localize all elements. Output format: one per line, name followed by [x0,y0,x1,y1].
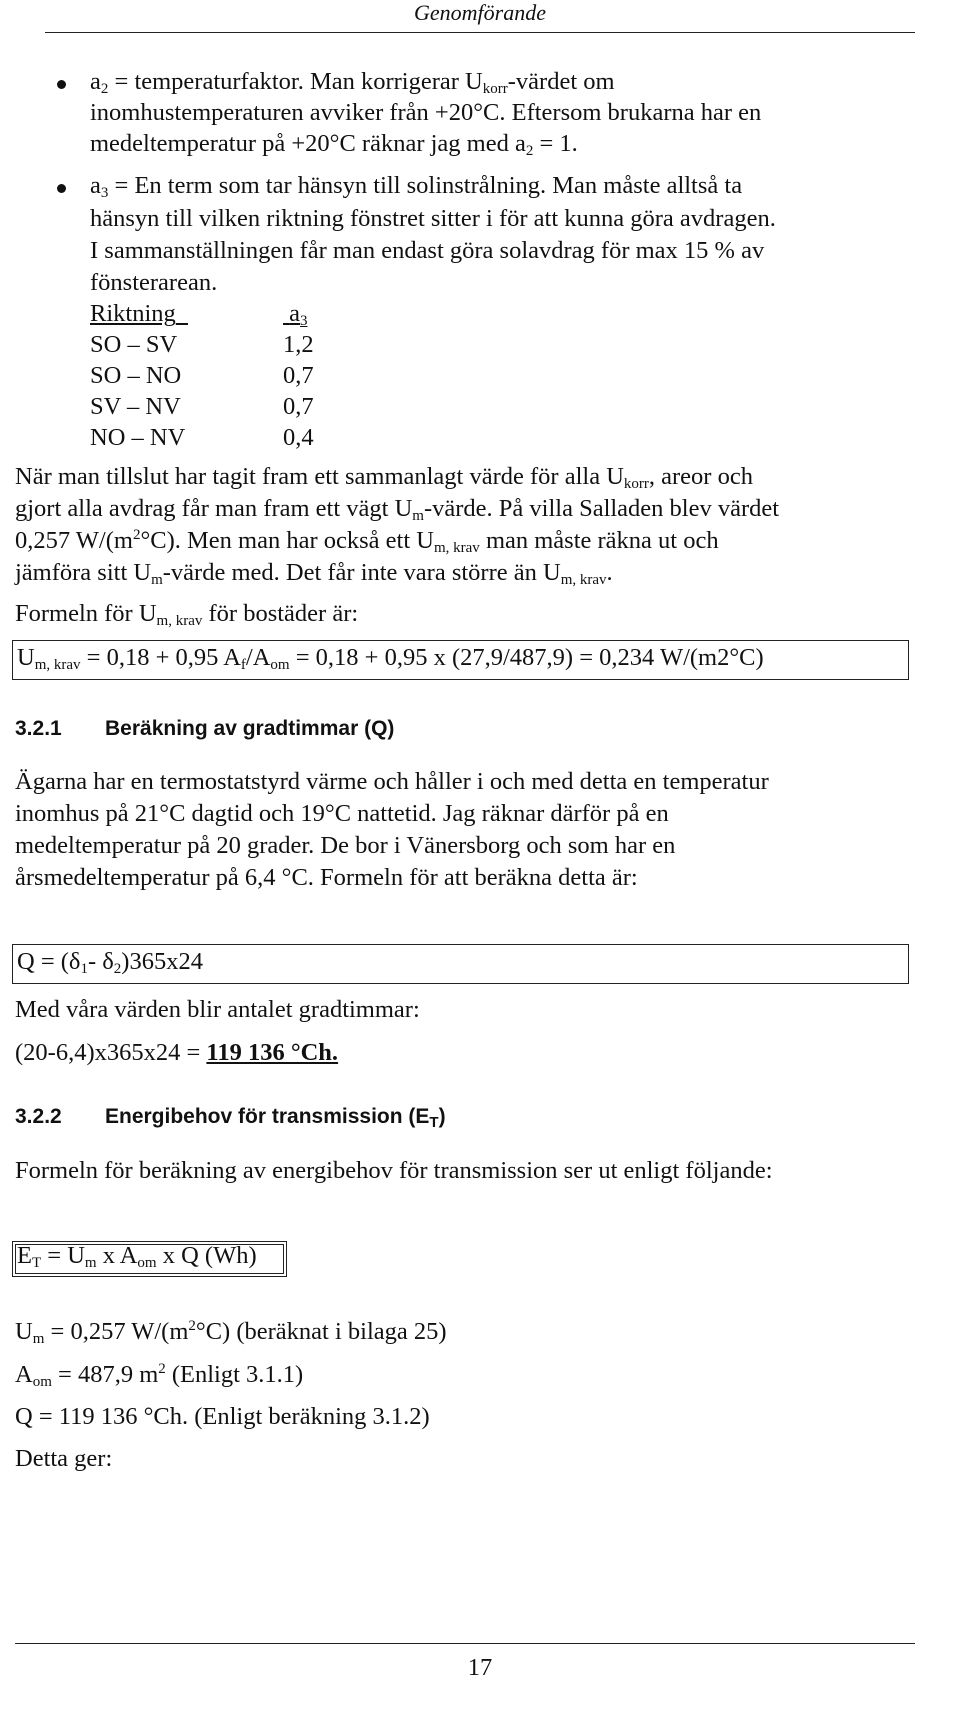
bullet-a2-line3: medeltemperatur på +20°C räknar jag med $a_2 = 1$. [90,130,578,159]
section-heading-322: 3.2.2 Energibehov för transmission $(E_T)$ [15,1105,446,1131]
header-divider [45,32,915,33]
bullet-a3-line4: fönsterarean. [90,269,218,296]
bullet-dot [57,184,66,193]
formula-intro: Formeln för $U_{m, krav}$ för bostäder är: [15,600,359,629]
table-row-factor: 1,2 [283,331,314,358]
table-row-factor: 0,7 [283,362,314,389]
detta-ger: Detta ger: [15,1445,113,1472]
bullet-a3-line2: hänsyn till vilken riktning fönstret sitter i för att kunna göra avdragen. [90,205,776,232]
summary-line1: När man tillslut har tagit fram ett sammanlagt värde för alla $U_{korr}$, areor och [15,463,753,492]
page-header: Genomförande [414,0,546,25]
values-line: Med våra värden blir antalet gradtimmar: [15,996,420,1023]
table-row-direction: NO – NV [90,424,186,451]
transmission-intro: Formeln för beräkning av energibehov för transmission ser ut enligt följande: [15,1157,773,1184]
summary-line3: 0,257 $W/(m^2^\circ C)$. Men man har också ett $U_{m, krav}$ man måste räkna ut och [15,527,719,556]
gradtimmar-line2: inomhus på 21°C dagtid och 19°C nattetid. Jag räknar därför på en [15,800,669,827]
table-row-direction: SO – NO [90,362,182,389]
formula-et: $E_T = U_m$ x $A_{om}$ x Q (Wh) [17,1242,257,1271]
table-header-direction: Riktning [90,300,176,327]
page-number: 17 [467,1654,493,1681]
table-row-direction: SO – SV [90,331,178,358]
summary-line2: gjort alla avdrag får man fram ett vägt $U_m$-värde. På villa Salladen blev värdet [15,495,780,524]
bullet-a3-line3: I sammanställningen får man endast göra solavdrag för max 15 % av [90,237,765,264]
summary-line4: jämföra sitt $U_m$-värde med. Det får inte vara större än $U_{m, krav}$. [15,559,613,588]
gradtimmar-line3: medeltemperatur på 20 grader. De bor i Vänersborg och som har en [15,832,676,859]
table-row-direction: SV – NV [90,393,181,420]
given-aom: $A_{om} = 487,9$ $m^2$ (Enligt 3.1.1) [15,1361,304,1390]
section-heading-321: 3.2.1 Beräkning av gradtimmar (Q) [15,717,395,740]
given-q: Q = 119 136 °Ch. (Enligt beräkning 3.1.2) [15,1403,430,1430]
gradtimmar-line1: Ägarna har en termostatstyrd värme och håller i och med detta en temperatur [15,768,769,795]
bullet-a3-line1: $a_3 = En$ term som tar hänsyn till solinstrålning. Man måste alltså ta [90,172,743,201]
formula-ukrav: $U_{m, krav} = 0,18 + 0,95$ $A_f/A_{om} = 0,18 + 0,95$ x (27,9/487,9) = 0,234 W/(m2°C) [17,644,764,673]
table-row-factor: 0,4 [283,424,314,451]
footer-divider [15,1643,915,1644]
formula-q: $Q = (\delta_1-$ $\delta_2)365x24$ [17,948,203,977]
bullet-a2-line2: inomhustemperaturen avviker från +20°C. Eftersom brukarna har en [90,99,762,126]
gradtimmar-line4: årsmedeltemperatur på 6,4 °C. Formeln för att beräkna detta är: [15,864,638,891]
bullet-dot [57,80,66,89]
table-header-factor: $a_3$ [289,300,308,329]
given-um: $U_m = 0,257$ $W/(m^2^\circ C)$ (beräknat i bilaga 25) [15,1318,447,1347]
table-row-factor: 0,7 [283,393,314,420]
q-calculation: (20-6,4)x365x24 = 119 136 °Ch. [15,1039,339,1066]
bullet-a2-line1: $a_2$ = temperaturfaktor. Man korrigerar $U_{korr}$-värdet om [90,68,615,97]
